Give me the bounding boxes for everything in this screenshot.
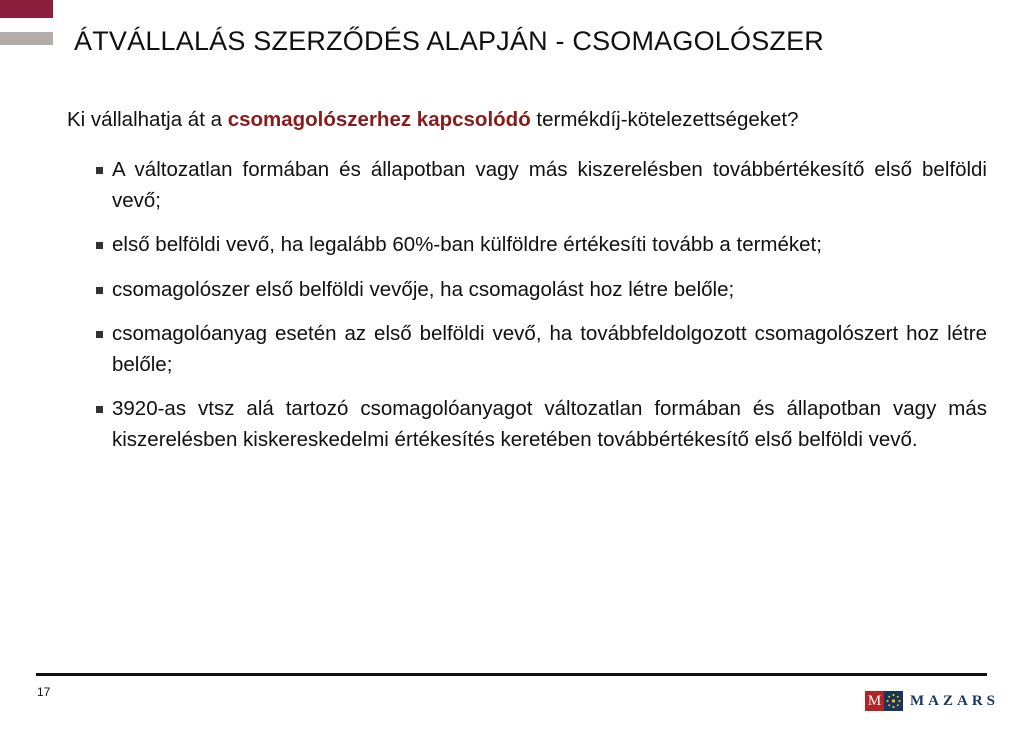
star-emblem-icon xyxy=(884,691,903,711)
logo-letter: M xyxy=(865,691,884,711)
bullet-text: 3920-as vtsz alá tartozó csomagolóanyagot változatlan formában és állapotban vagy más kiszerelésben kiskereskedelmi értékesítés keretében továbbértékesítő első belföldi vevő. xyxy=(112,397,987,451)
intro-text-after: termékdíj-kötelezettségeket? xyxy=(530,108,799,131)
bullet-list xyxy=(95,155,987,469)
bullet-item xyxy=(95,394,987,455)
mazars-logo xyxy=(865,691,999,711)
square-bullet-icon xyxy=(96,287,103,294)
logo-mark xyxy=(865,691,903,711)
square-bullet-icon xyxy=(96,242,103,249)
bullet-text: csomagolóanyag esetén az első belföldi vevő, ha továbbfeldolgozott csomagolószert hoz létre belőle; xyxy=(112,322,987,376)
star-emblem-svg xyxy=(884,691,903,711)
corner-decoration-top xyxy=(0,0,53,18)
square-bullet-icon xyxy=(96,406,103,413)
footer-divider xyxy=(36,673,987,676)
intro-question xyxy=(67,106,987,133)
bullet-item xyxy=(95,230,987,261)
page-number: 17 xyxy=(37,685,51,699)
corner-decoration xyxy=(0,0,53,45)
bullet-item xyxy=(95,155,987,216)
intro-highlight: csomagolószerhez kapcsolódó xyxy=(227,108,531,131)
bullet-text: A változatlan formában és állapotban vagy más kiszerelésben továbbértékesítő első belföldi vevő; xyxy=(112,158,987,212)
slide-title: ÁTVÁLLALÁS SZERZŐDÉS ALAPJÁN - CSOMAGOLÓSZER xyxy=(74,26,825,56)
square-bullet-icon xyxy=(96,331,103,338)
bullet-item xyxy=(95,319,987,380)
square-bullet-icon xyxy=(96,167,103,174)
bullet-text: csomagolószer első belföldi vevője, ha csomagolást hoz létre belőle; xyxy=(112,277,735,301)
corner-decoration-bottom xyxy=(0,32,53,45)
bullet-text: első belföldi vevő, ha legalább 60%-ban külföldre értékesíti tovább a terméket; xyxy=(112,233,822,256)
logo-wordmark: MAZARS xyxy=(910,692,1000,709)
intro-text-before: Ki vállalhatja át a xyxy=(67,108,228,131)
bullet-item xyxy=(95,275,987,306)
corner-decoration-gap xyxy=(0,18,53,32)
